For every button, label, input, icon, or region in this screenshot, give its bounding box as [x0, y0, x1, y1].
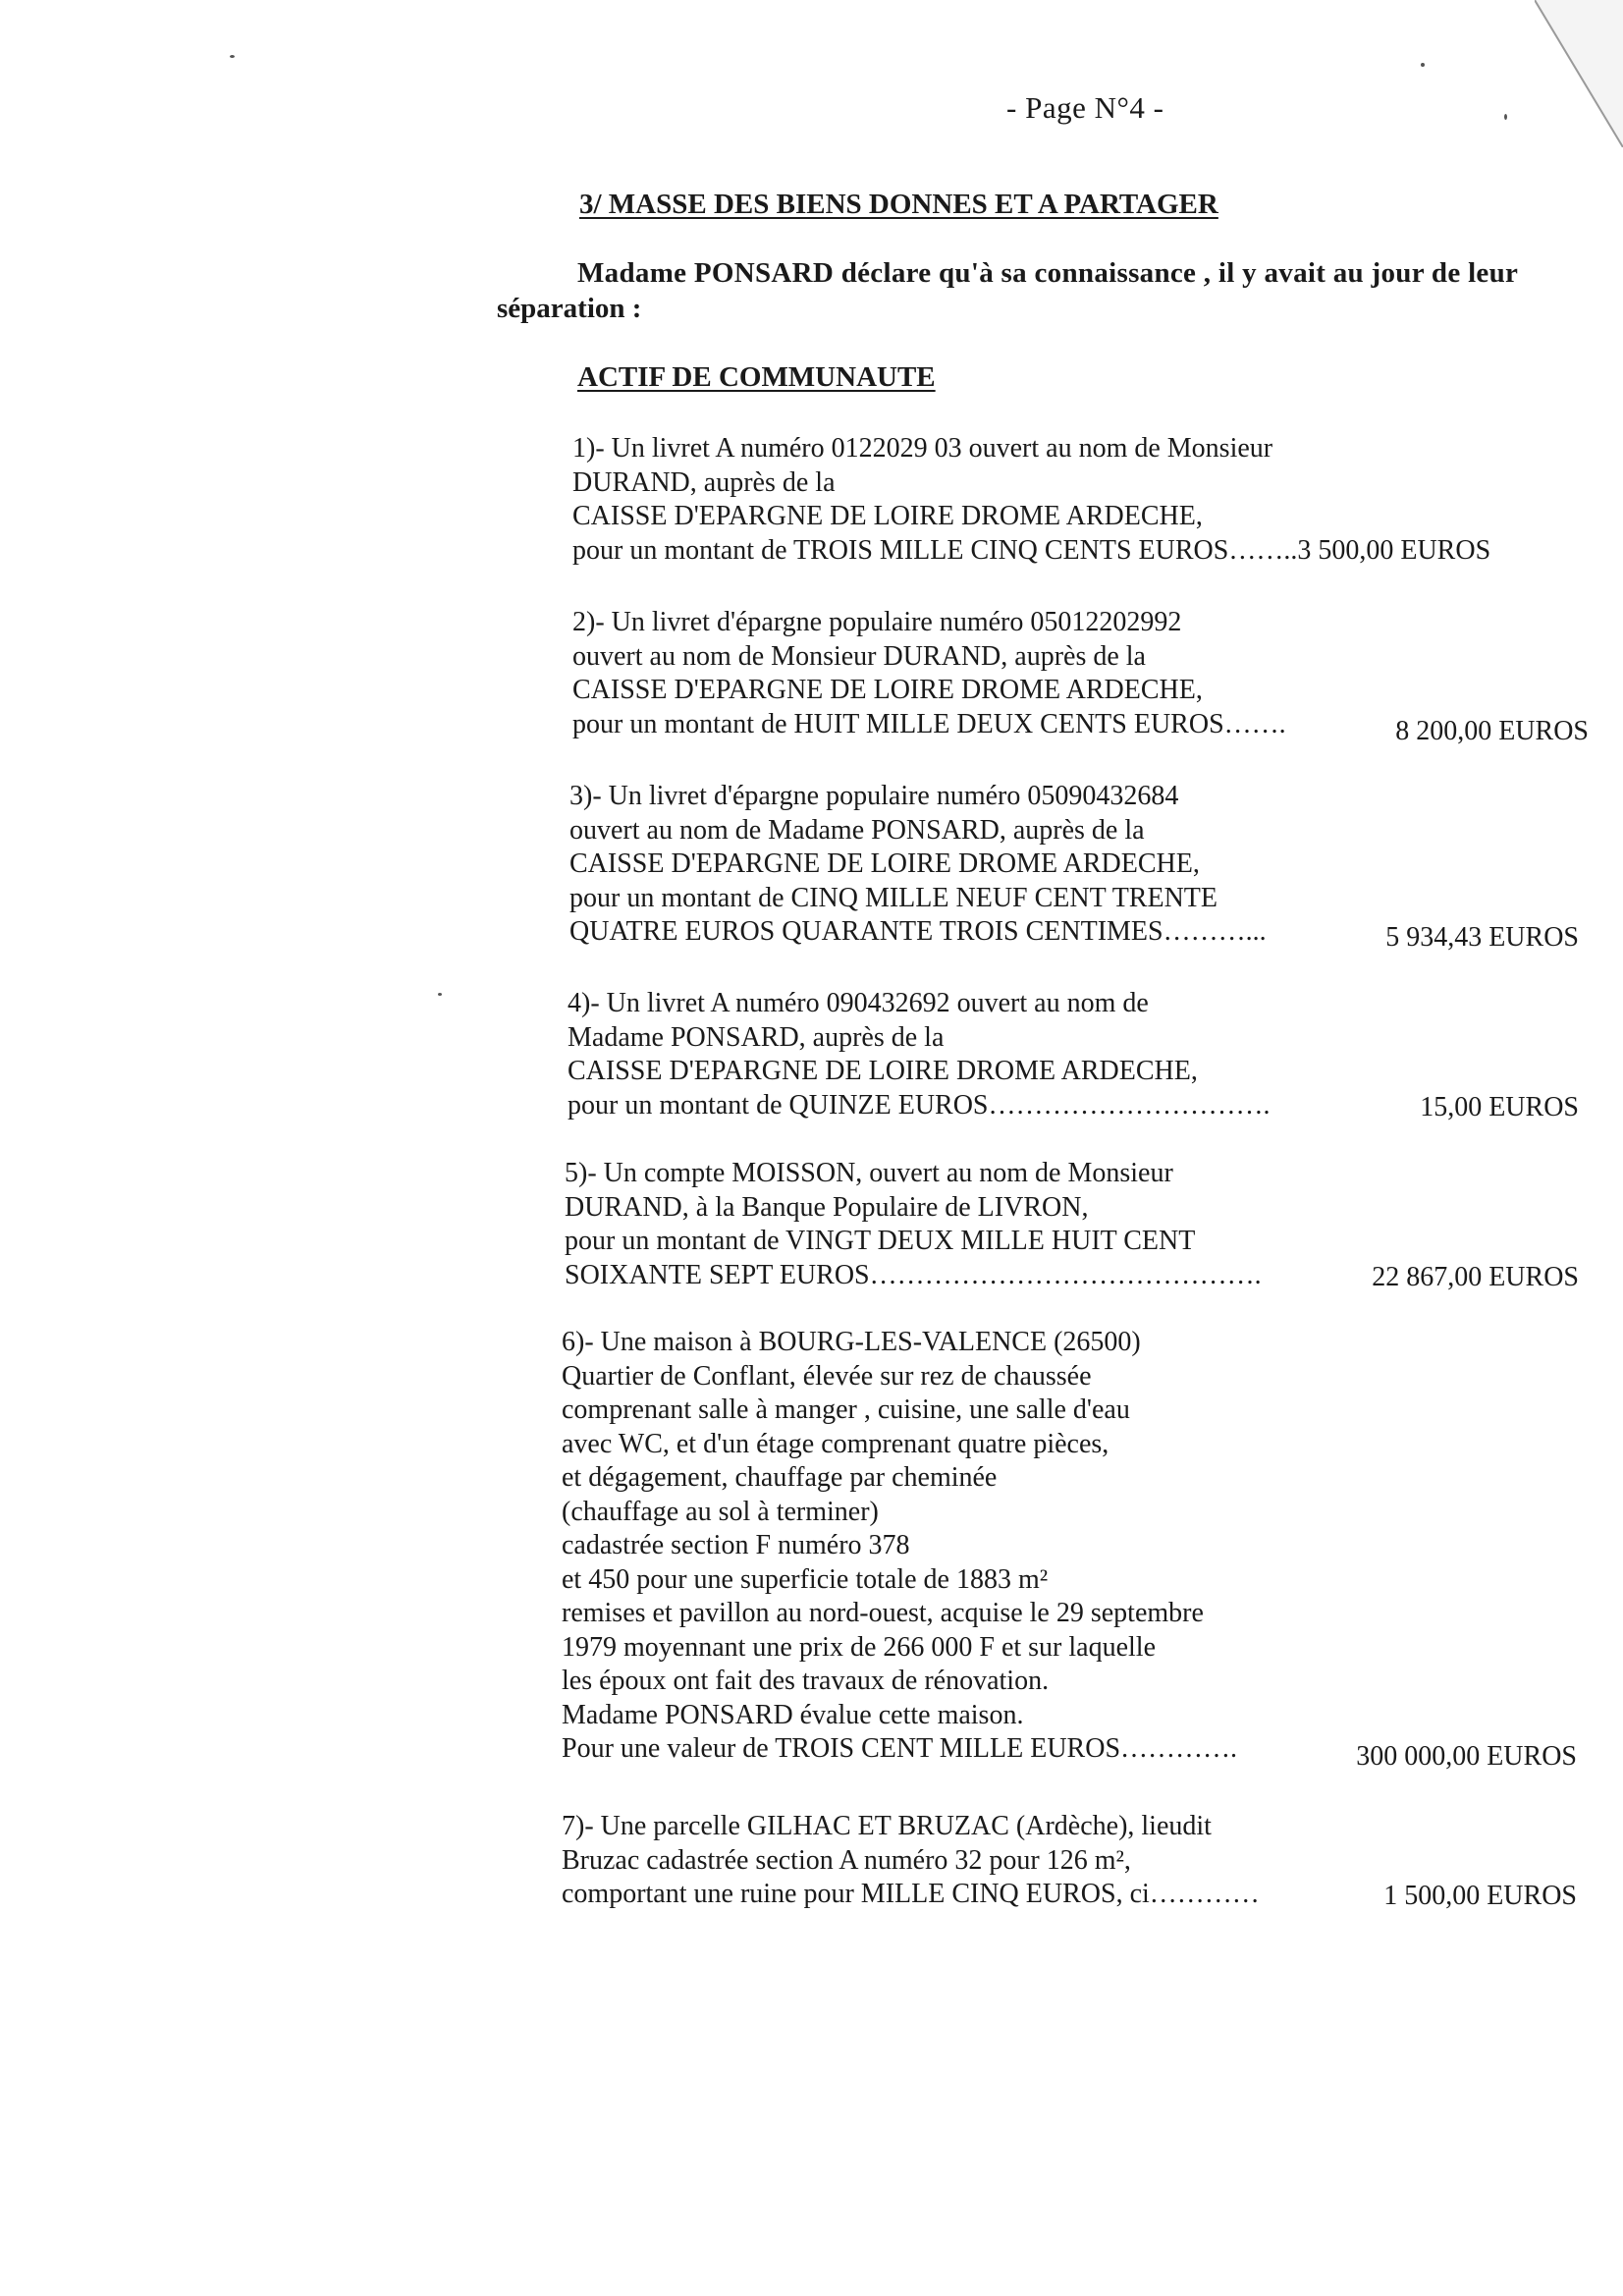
asset-item-line: 7)- Une parcelle GILHAC ET BRUZAC (Ardèche), lieudit — [562, 1811, 1212, 1841]
asset-item-line: 4)- Un livret A numéro 090432692 ouvert au nom de — [568, 988, 1149, 1018]
asset-amount-5: 22 867,00 EUROS — [1372, 1262, 1579, 1292]
asset-item-4 — [568, 987, 1271, 1122]
asset-item-line: 3)- Un livret d'épargne populaire numéro 05090432684 — [569, 781, 1179, 811]
asset-item-6 — [562, 1326, 1237, 1767]
asset-item-3 — [569, 780, 1267, 950]
scan-speck — [230, 55, 235, 58]
asset-item-line: remises et pavillon au nord-ouest, acquise le 29 septembre — [562, 1598, 1204, 1628]
asset-item-line: ouvert au nom de Madame PONSARD, auprès de la — [569, 814, 1145, 846]
asset-item-line: pour un montant de HUIT MILLE DEUX CENTS EUROS……. — [572, 708, 1286, 739]
scan-speck — [438, 993, 442, 996]
asset-item-line: DURAND, à la Banque Populaire de LIVRON, — [565, 1191, 1089, 1223]
page-number: - Page N°4 - — [1006, 90, 1164, 125]
asset-item-line: DURAND, auprès de la — [572, 466, 836, 498]
asset-item-5 — [565, 1157, 1262, 1292]
intro-text-line-2: séparation : — [497, 293, 642, 324]
asset-item-line: Madame PONSARD, auprès de la — [568, 1021, 945, 1053]
asset-item-line: CAISSE D'EPARGNE DE LOIRE DROME ARDECHE, — [572, 501, 1203, 531]
asset-item-line: 1)- Un livret A numéro 0122029 03 ouvert au nom de Monsieur — [572, 433, 1273, 464]
asset-item-line: QUATRE EUROS QUARANTE TROIS CENTIMES………... — [569, 916, 1267, 947]
asset-item-line: Bruzac cadastrée section A numéro 32 pour 126 m², — [562, 1844, 1131, 1876]
scan-speck — [1504, 114, 1507, 120]
section-heading: 3/ MASSE DES BIENS DONNES ET A PARTAGER — [579, 189, 1218, 220]
page-corner-fold — [1535, 0, 1623, 147]
scan-speck — [1421, 63, 1425, 67]
asset-item-line: Quartier de Conflant, élevée sur rez de chaussée — [562, 1360, 1092, 1392]
asset-item-line: CAISSE D'EPARGNE DE LOIRE DROME ARDECHE, — [569, 848, 1200, 879]
asset-item-line: pour un montant de VINGT DEUX MILLE HUIT CENT — [565, 1226, 1196, 1256]
asset-item-line: ouvert au nom de Monsieur DURAND, auprès de la — [572, 640, 1146, 672]
asset-amount-4: 15,00 EUROS — [1420, 1092, 1579, 1122]
asset-item-line: pour un montant de CINQ MILLE NEUF CENT TRENTE — [569, 882, 1218, 913]
asset-item-line: et 450 pour une superficie totale de 1883 m² — [562, 1563, 1049, 1595]
asset-item-7 — [562, 1810, 1260, 1912]
intro-text-line-1: Madame PONSARD déclare qu'à sa connaissance , il y avait au jour de leur — [577, 257, 1519, 289]
asset-item-line: pour un montant de TROIS MILLE CINQ CENTS EUROS……..3 500,00 EUROS — [572, 534, 1491, 566]
asset-item-line: CAISSE D'EPARGNE DE LOIRE DROME ARDECHE, — [572, 675, 1203, 705]
asset-item-line: comprenant salle à manger , cuisine, une salle d'eau — [562, 1394, 1130, 1425]
asset-item-line: comportant une ruine pour MILLE CINQ EUROS, ci………… — [562, 1879, 1260, 1909]
asset-item-1 — [572, 432, 1490, 568]
asset-item-line: cadastrée section F numéro 378 — [562, 1530, 910, 1560]
asset-item-line: avec WC, et d'un étage comprenant quatre pièces, — [562, 1428, 1109, 1459]
asset-item-line: 5)- Un compte MOISSON, ouvert au nom de Monsieur — [565, 1158, 1173, 1188]
asset-item-line: CAISSE D'EPARGNE DE LOIRE DROME ARDECHE, — [568, 1056, 1198, 1086]
asset-amount-3: 5 934,43 EUROS — [1385, 922, 1579, 953]
asset-item-line: les époux ont fait des travaux de rénovation. — [562, 1666, 1050, 1696]
subheading-actif-de-communaute: ACTIF DE COMMUNAUTE — [577, 361, 936, 393]
asset-item-line: Madame PONSARD évalue cette maison. — [562, 1699, 1024, 1730]
asset-item-line: (chauffage au sol à terminer) — [562, 1496, 879, 1527]
asset-item-line: SOIXANTE SEPT EUROS……………………………………. — [565, 1259, 1262, 1290]
asset-item-2 — [572, 606, 1286, 741]
asset-amount-6: 300 000,00 EUROS — [1356, 1741, 1577, 1772]
asset-item-line: 6)- Une maison à BOURG-LES-VALENCE (26500) — [562, 1327, 1141, 1357]
asset-item-line: Pour une valeur de TROIS CENT MILLE EUROS…………. — [562, 1733, 1238, 1764]
asset-amount-2: 8 200,00 EUROS — [1395, 716, 1589, 746]
asset-amount-7: 1 500,00 EUROS — [1383, 1881, 1577, 1911]
asset-item-line: 2)- Un livret d'épargne populaire numéro 05012202992 — [572, 607, 1182, 637]
asset-item-line: et dégagement, chauffage par cheminée — [562, 1462, 998, 1493]
asset-item-line: 1979 moyennant une prix de 266 000 F et sur laquelle — [562, 1631, 1156, 1663]
asset-item-line: pour un montant de QUINZE EUROS…………………………. — [568, 1089, 1271, 1121]
